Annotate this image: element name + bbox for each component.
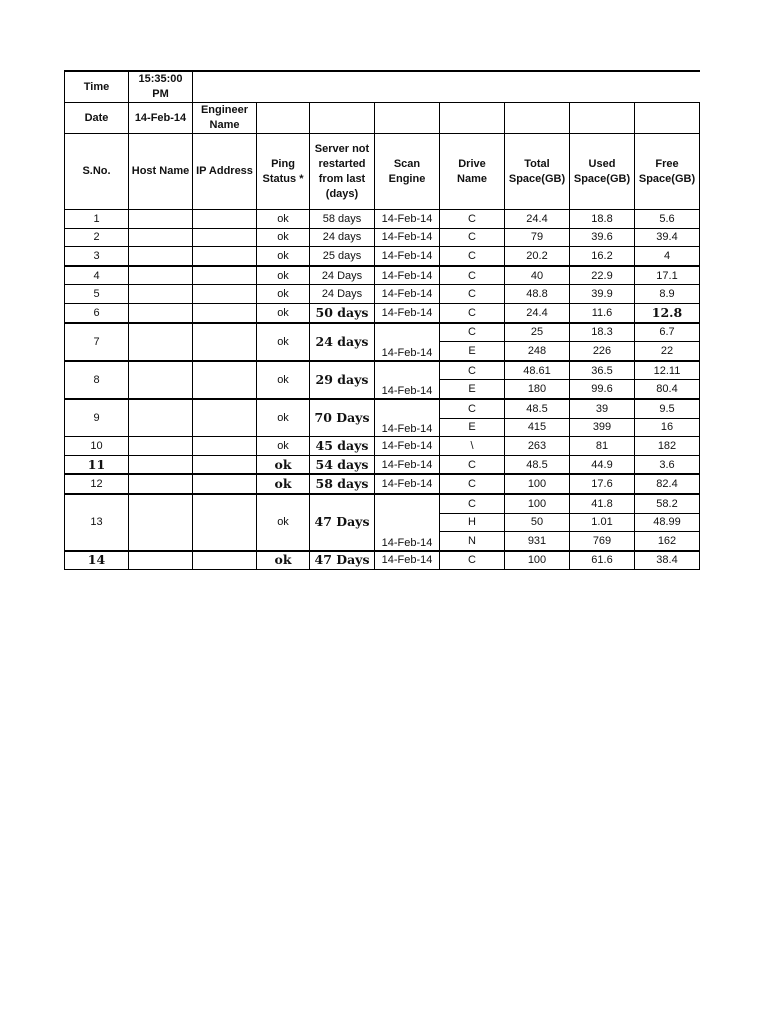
engineer-name-label: Engineer Name	[193, 103, 257, 134]
col-header-sno: S.No.	[65, 134, 129, 210]
sno-cell: 4	[65, 266, 129, 285]
date-label: Date	[65, 103, 129, 134]
drive-name-cell: C	[440, 361, 505, 380]
col-header-drive-name: Drive Name	[440, 134, 505, 210]
ping-status-cell: ok	[257, 285, 310, 304]
col-header-ip-address: IP Address	[193, 134, 257, 210]
total-space-cell: 100	[505, 494, 570, 513]
drive-name-cell: C	[440, 247, 505, 266]
table-row	[65, 437, 700, 456]
table-row	[65, 474, 700, 494]
free-space-cell: 16	[635, 418, 700, 437]
ping-status-cell: ok	[257, 210, 310, 229]
days-since-restart-cell: 47 Days	[310, 494, 375, 551]
col-header-total-space: Total Space(GB)	[505, 134, 570, 210]
table-row	[65, 323, 700, 342]
days-since-restart-cell: 58 days	[310, 474, 375, 494]
scan-engine-cell: 14-Feb-14	[375, 437, 440, 456]
drive-name-cell: C	[440, 228, 505, 247]
total-space-cell: 40	[505, 266, 570, 285]
used-space-cell: 399	[570, 418, 635, 437]
free-space-cell: 12.8	[635, 303, 700, 322]
used-space-cell: 44.9	[570, 455, 635, 474]
days-since-restart-cell: 24 Days	[310, 266, 375, 285]
sno-cell: 11	[65, 455, 129, 474]
blank-cell	[505, 103, 570, 134]
drive-name-cell: \	[440, 437, 505, 456]
ip-address-cell[interactable]	[193, 303, 257, 322]
table-row	[65, 551, 700, 570]
total-space-cell: 24.4	[505, 303, 570, 322]
server-report-sheet	[64, 70, 700, 570]
ip-address-cell[interactable]	[193, 323, 257, 361]
time-value: 15:35:00 PM	[129, 71, 193, 103]
drive-name-cell: E	[440, 380, 505, 399]
scan-engine-cell: 14-Feb-14	[375, 474, 440, 494]
used-space-cell: 16.2	[570, 247, 635, 266]
used-space-cell: 17.6	[570, 474, 635, 494]
table-row	[65, 494, 700, 513]
sno-cell: 5	[65, 285, 129, 304]
host-name-cell[interactable]	[129, 210, 193, 229]
free-space-cell: 17.1	[635, 266, 700, 285]
scan-engine-cell: 14-Feb-14	[375, 266, 440, 285]
scan-engine-cell: 14-Feb-14	[375, 323, 440, 361]
col-header-free-space: Free Space(GB)	[635, 134, 700, 210]
drive-name-cell: E	[440, 418, 505, 437]
ip-address-cell[interactable]	[193, 361, 257, 399]
ip-address-cell[interactable]	[193, 474, 257, 494]
table-row	[65, 361, 700, 380]
days-since-restart-cell: 58 days	[310, 210, 375, 229]
used-space-cell: 11.6	[570, 303, 635, 322]
ping-status-cell: ok	[257, 228, 310, 247]
time-row	[65, 71, 700, 103]
ping-status-cell: ok	[257, 474, 310, 494]
free-space-cell: 3.6	[635, 455, 700, 474]
host-name-cell[interactable]	[129, 361, 193, 399]
free-space-cell: 48.99	[635, 513, 700, 532]
total-space-cell: 931	[505, 532, 570, 551]
free-space-cell: 58.2	[635, 494, 700, 513]
blank-cell	[375, 103, 440, 134]
blank-cell	[440, 103, 505, 134]
ping-status-cell: ok	[257, 551, 310, 570]
free-space-cell: 39.4	[635, 228, 700, 247]
used-space-cell: 81	[570, 437, 635, 456]
date-row	[65, 103, 700, 134]
host-name-cell[interactable]	[129, 303, 193, 322]
used-space-cell: 22.9	[570, 266, 635, 285]
host-name-cell[interactable]	[129, 399, 193, 437]
ip-address-cell[interactable]	[193, 494, 257, 551]
free-space-cell: 80.4	[635, 380, 700, 399]
drive-name-cell: C	[440, 455, 505, 474]
col-header-days-since-restart: Server not restarted from last (days)	[310, 134, 375, 210]
sno-cell: 2	[65, 228, 129, 247]
table-row	[65, 247, 700, 266]
drive-name-cell: E	[440, 342, 505, 361]
ip-address-cell[interactable]	[193, 266, 257, 285]
drive-name-cell: C	[440, 210, 505, 229]
ping-status-cell: ok	[257, 437, 310, 456]
total-space-cell: 24.4	[505, 210, 570, 229]
table-row	[65, 399, 700, 418]
days-since-restart-cell: 25 days	[310, 247, 375, 266]
ping-status-cell: ok	[257, 455, 310, 474]
free-space-cell: 82.4	[635, 474, 700, 494]
col-header-used-space: Used Space(GB)	[570, 134, 635, 210]
scan-engine-cell: 14-Feb-14	[375, 247, 440, 266]
total-space-cell: 48.5	[505, 455, 570, 474]
used-space-cell: 18.8	[570, 210, 635, 229]
drive-name-cell: N	[440, 532, 505, 551]
used-space-cell: 41.8	[570, 494, 635, 513]
days-since-restart-cell: 29 days	[310, 361, 375, 399]
used-space-cell: 769	[570, 532, 635, 551]
blank-cell	[635, 103, 700, 134]
days-since-restart-cell: 24 days	[310, 228, 375, 247]
sno-cell: 10	[65, 437, 129, 456]
date-value: 14-Feb-14	[129, 103, 193, 134]
total-space-cell: 25	[505, 323, 570, 342]
total-space-cell: 48.5	[505, 399, 570, 418]
column-header-row	[65, 134, 700, 210]
table-row	[65, 266, 700, 285]
days-since-restart-cell: 47 Days	[310, 551, 375, 570]
col-header-host-name: Host Name	[129, 134, 193, 210]
days-since-restart-cell: 50 days	[310, 303, 375, 322]
ip-address-cell[interactable]	[193, 210, 257, 229]
days-since-restart-cell: 70 Days	[310, 399, 375, 437]
total-space-cell: 50	[505, 513, 570, 532]
sno-cell: 1	[65, 210, 129, 229]
ip-address-cell[interactable]	[193, 455, 257, 474]
scan-engine-cell: 14-Feb-14	[375, 455, 440, 474]
server-status-table	[64, 70, 700, 570]
host-name-cell[interactable]	[129, 455, 193, 474]
scan-engine-cell: 14-Feb-14	[375, 399, 440, 437]
blank-cell	[310, 103, 375, 134]
ping-status-cell: ok	[257, 323, 310, 361]
free-space-cell: 4	[635, 247, 700, 266]
free-space-cell: 12.11	[635, 361, 700, 380]
ping-status-cell: ok	[257, 303, 310, 322]
sno-cell: 13	[65, 494, 129, 551]
free-space-cell: 38.4	[635, 551, 700, 570]
drive-name-cell: C	[440, 303, 505, 322]
free-space-cell: 22	[635, 342, 700, 361]
sno-cell: 7	[65, 323, 129, 361]
drive-name-cell: C	[440, 323, 505, 342]
used-space-cell: 39	[570, 399, 635, 418]
ip-address-cell[interactable]	[193, 285, 257, 304]
days-since-restart-cell: 45 days	[310, 437, 375, 456]
free-space-cell: 9.5	[635, 399, 700, 418]
scan-engine-cell: 14-Feb-14	[375, 551, 440, 570]
free-space-cell: 5.6	[635, 210, 700, 229]
scan-engine-cell: 14-Feb-14	[375, 361, 440, 399]
engineer-name-cell[interactable]	[257, 103, 310, 134]
total-space-cell: 48.61	[505, 361, 570, 380]
host-name-cell[interactable]	[129, 494, 193, 551]
sno-cell: 14	[65, 551, 129, 570]
used-space-cell: 39.6	[570, 228, 635, 247]
ip-address-cell[interactable]	[193, 437, 257, 456]
host-name-cell[interactable]	[129, 266, 193, 285]
scan-engine-cell: 14-Feb-14	[375, 228, 440, 247]
ping-status-cell: ok	[257, 247, 310, 266]
free-space-cell: 182	[635, 437, 700, 456]
used-space-cell: 39.9	[570, 285, 635, 304]
scan-engine-cell: 14-Feb-14	[375, 210, 440, 229]
table-row	[65, 303, 700, 322]
ping-status-cell: ok	[257, 361, 310, 399]
ip-address-cell[interactable]	[193, 551, 257, 570]
drive-name-cell: C	[440, 551, 505, 570]
used-space-cell: 1.01	[570, 513, 635, 532]
drive-name-cell: C	[440, 266, 505, 285]
ping-status-cell: ok	[257, 494, 310, 551]
ip-address-cell[interactable]	[193, 228, 257, 247]
blank-cell	[570, 103, 635, 134]
free-space-cell: 162	[635, 532, 700, 551]
time-label: Time	[65, 71, 129, 103]
drive-name-cell: C	[440, 494, 505, 513]
table-row	[65, 285, 700, 304]
used-space-cell: 18.3	[570, 323, 635, 342]
ping-status-cell: ok	[257, 266, 310, 285]
ip-address-cell[interactable]	[193, 399, 257, 437]
col-header-scan-engine: Scan Engine	[375, 134, 440, 210]
total-space-cell: 100	[505, 474, 570, 494]
sno-cell: 12	[65, 474, 129, 494]
sno-cell: 3	[65, 247, 129, 266]
table-row	[65, 210, 700, 229]
host-name-cell[interactable]	[129, 228, 193, 247]
scan-engine-cell: 14-Feb-14	[375, 303, 440, 322]
total-space-cell: 79	[505, 228, 570, 247]
sno-cell: 6	[65, 303, 129, 322]
used-space-cell: 99.6	[570, 380, 635, 399]
ip-address-cell[interactable]	[193, 247, 257, 266]
used-space-cell: 61.6	[570, 551, 635, 570]
days-since-restart-cell: 24 days	[310, 323, 375, 361]
host-name-cell[interactable]	[129, 437, 193, 456]
host-name-cell[interactable]	[129, 247, 193, 266]
time-row-blank	[193, 71, 700, 103]
drive-name-cell: C	[440, 474, 505, 494]
host-name-cell[interactable]	[129, 323, 193, 361]
sno-cell: 8	[65, 361, 129, 399]
used-space-cell: 226	[570, 342, 635, 361]
free-space-cell: 6.7	[635, 323, 700, 342]
table-row	[65, 455, 700, 474]
free-space-cell: 8.9	[635, 285, 700, 304]
total-space-cell: 20.2	[505, 247, 570, 266]
total-space-cell: 415	[505, 418, 570, 437]
total-space-cell: 48.8	[505, 285, 570, 304]
total-space-cell: 180	[505, 380, 570, 399]
scan-engine-cell: 14-Feb-14	[375, 285, 440, 304]
used-space-cell: 36.5	[570, 361, 635, 380]
ping-status-cell: ok	[257, 399, 310, 437]
drive-name-cell: C	[440, 285, 505, 304]
days-since-restart-cell: 24 Days	[310, 285, 375, 304]
host-name-cell[interactable]	[129, 285, 193, 304]
scan-engine-cell: 14-Feb-14	[375, 494, 440, 551]
col-header-ping-status: Ping Status *	[257, 134, 310, 210]
host-name-cell[interactable]	[129, 551, 193, 570]
table-row	[65, 228, 700, 247]
total-space-cell: 248	[505, 342, 570, 361]
total-space-cell: 263	[505, 437, 570, 456]
drive-name-cell: H	[440, 513, 505, 532]
host-name-cell[interactable]	[129, 474, 193, 494]
total-space-cell: 100	[505, 551, 570, 570]
drive-name-cell: C	[440, 399, 505, 418]
days-since-restart-cell: 54 days	[310, 455, 375, 474]
sno-cell: 9	[65, 399, 129, 437]
